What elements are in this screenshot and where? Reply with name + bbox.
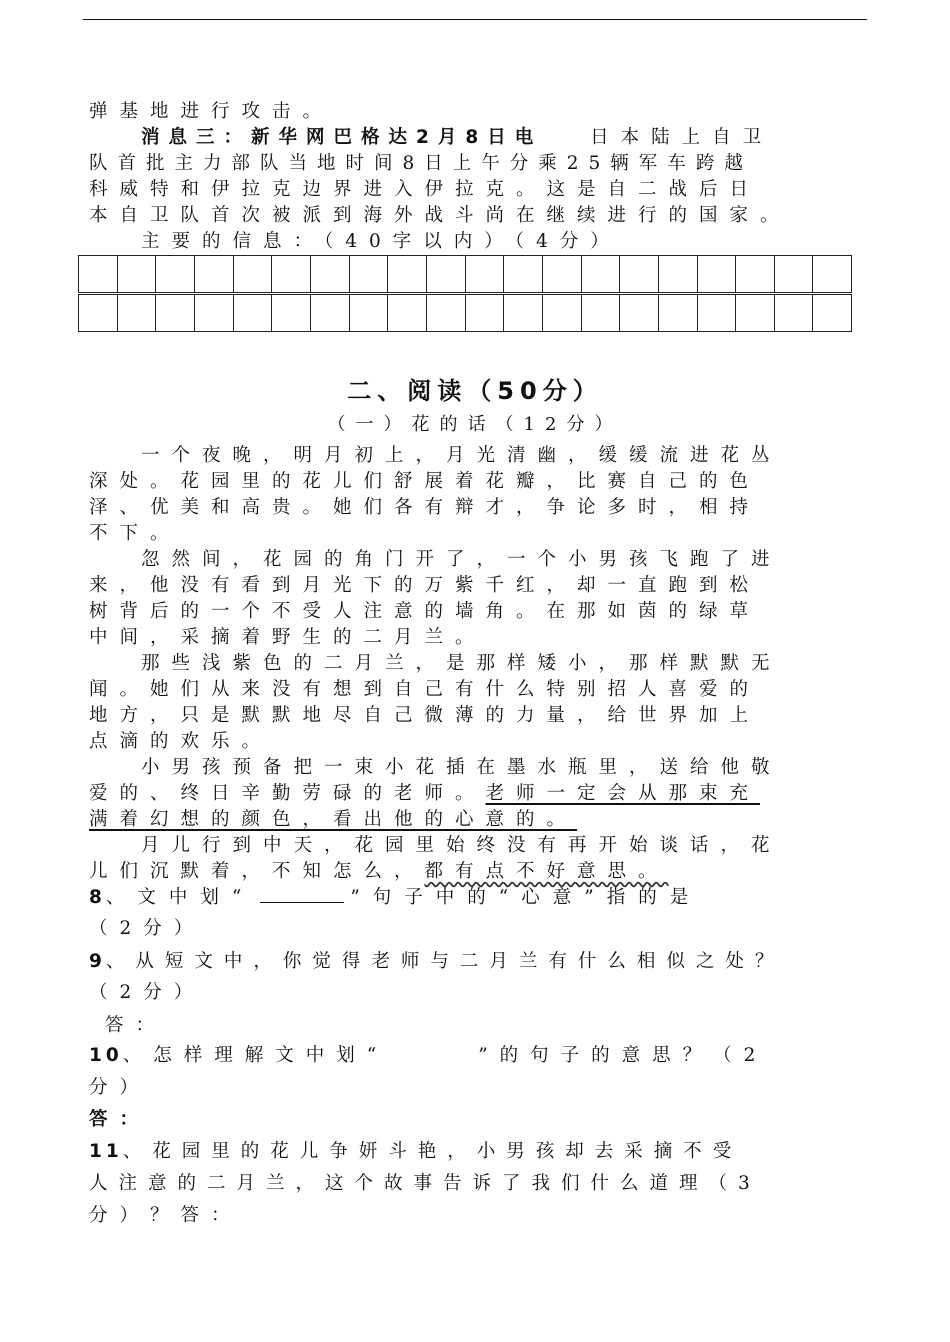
main-info-prompt: 主要的信息：（40字以内）（4分） <box>141 231 621 252</box>
question-10-score: 分） <box>89 1077 151 1098</box>
paragraph-5-text: 儿们沉默着，不知怎么， <box>89 861 425 882</box>
question-11-line-1 <box>89 1139 855 1165</box>
paragraph-4-line-2 <box>89 781 855 807</box>
question-10-text-b: ”的句子的意思？（2 <box>478 1045 768 1066</box>
question-11-line-3[interactable]: 分）？答： <box>89 1205 242 1226</box>
news-line-1: 弹基地进行攻击。 <box>89 101 334 122</box>
paragraph-1-line-4: 不下。 <box>89 523 181 544</box>
wavy-underlined-phrase: 都有点不好意思。 <box>424 861 669 882</box>
question-8-text-b: ”句子中的“心意”指的是 <box>350 887 702 908</box>
message-three-text: 日本陆上自卫 <box>590 127 774 148</box>
paragraph-4-text: 爱的、终日辛勤劳碌的老师。 <box>89 783 486 804</box>
question-8 <box>89 885 855 911</box>
answer-grid-row-1[interactable] <box>78 255 852 293</box>
question-8-number: 8 <box>89 887 106 908</box>
underlined-sentence-part-1: 老师一定会从那束充 <box>485 783 761 804</box>
question-10 <box>89 1043 855 1069</box>
question-10-text-a: 、怎样理解文中划“ <box>122 1045 389 1066</box>
paragraph-3-line-1: 那些浅紫色的二月兰，是那样矮小，那样默默无 <box>141 653 782 674</box>
question-11-number: 11 <box>89 1141 123 1162</box>
message-three-heading: 消息三：新华网巴格达2月8日电 <box>141 127 543 148</box>
paragraph-2-line-4: 中间，采摘着野生的二月兰。 <box>89 627 486 648</box>
paragraph-3-line-4: 点滴的欢乐。 <box>89 731 273 752</box>
question-9-score: （2分） <box>89 982 205 1003</box>
message-three-line-4: 本自卫队首次被派到海外战斗尚在继续进行的国家。 <box>89 205 791 226</box>
question-11-line-2: 人注意的二月兰，这个故事告诉了我们什么道理（3 <box>89 1173 761 1194</box>
subsection-title: （一）花的话（12分） <box>327 414 623 435</box>
header-rule <box>83 19 867 20</box>
paragraph-1-line-1: 一个夜晚，明月初上，月光清幽，缓缓流进花丛 <box>141 445 782 466</box>
paragraph-5-line-1: 月儿行到中天，花园里始终没有再开始谈话，花 <box>141 835 782 856</box>
question-9-answer[interactable]: 答： <box>105 1015 167 1036</box>
message-three-line-3: 科威特和伊拉克边界进入伊拉克。这是自二战后日 <box>89 179 761 200</box>
paragraph-2-line-1: 忽然间，花园的角门开了，一个小男孩飞跑了进 <box>141 549 782 570</box>
paragraph-3-line-3: 地方，只是默默地尽自己微薄的力量，给世界加上 <box>89 705 761 726</box>
paragraph-3-line-2: 闻。她们从来没有想到自己有什么特别招人喜爱的 <box>89 679 761 700</box>
question-9-text: 、从短文中，你觉得老师与二月兰有什么相似之处？ <box>105 951 785 972</box>
question-9 <box>89 949 855 975</box>
question-10-answer[interactable]: 答： <box>89 1109 151 1130</box>
paragraph-4-line-3 <box>89 807 855 833</box>
message-three-line-2: 队首批主力部队当地时间8日上午分乘25辆军车跨越 <box>89 153 753 174</box>
question-8-blank[interactable] <box>260 886 344 903</box>
message-three-line-1 <box>89 125 855 151</box>
question-11-text: 、花园里的花儿争妍斗艳，小男孩却去采摘不受 <box>122 1141 743 1162</box>
question-8-text-a: 、文中划“ <box>105 887 255 908</box>
question-10-number: 10 <box>89 1045 123 1066</box>
question-9-number: 9 <box>89 951 106 972</box>
paragraph-2-line-3: 树背后的一个不受人注意的墙角。在那如茵的绿草 <box>89 601 761 622</box>
paragraph-1-line-3: 泽、优美和高贵。她们各有辩才，争论多时，相持 <box>89 497 761 518</box>
question-8-score: （2分） <box>89 918 205 939</box>
answer-grid-row-2[interactable] <box>78 294 852 332</box>
paragraph-2-line-2: 来，他没有看到月光下的万紫千红，却一直跑到松 <box>89 575 761 596</box>
paragraph-1-line-2: 深处。花园里的花儿们舒展着花瓣，比赛自己的色 <box>89 471 761 492</box>
section-title: 二、阅读（50分） <box>347 377 603 405</box>
paragraph-5-line-2 <box>89 859 855 885</box>
paragraph-4-line-1: 小男孩预备把一束小花插在墨水瓶里，送给他敬 <box>141 757 782 778</box>
underlined-sentence-part-2: 满着幻想的颜色，看出他的心意的。 <box>89 809 578 830</box>
